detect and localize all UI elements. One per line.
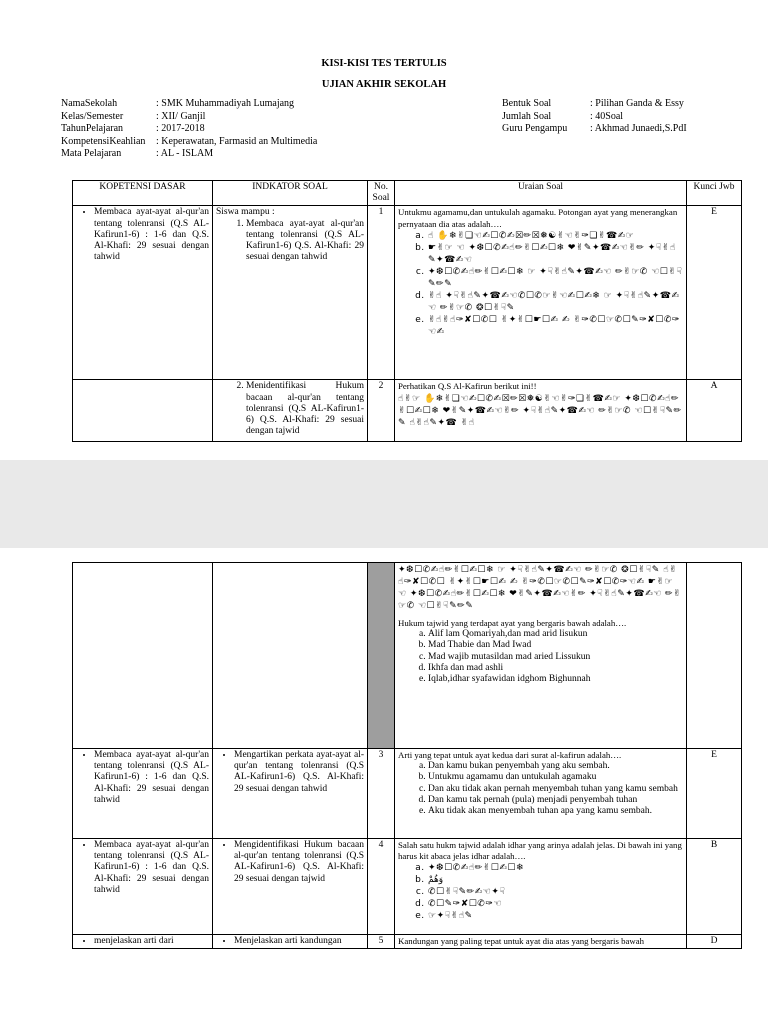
table-row [73,563,742,749]
value-nama-sekolah: : SMK Muhammadiyah Lumajang [156,98,295,109]
cell-no-shaded [368,563,395,749]
col-kompetensi-dasar: KOPETENSI DASAR [73,181,213,206]
label-guru: Guru Pengampu [502,123,568,134]
label-kompetensi: KompetensiKeahlian [61,135,146,147]
kunci-jawaban: A [687,380,742,442]
cell-kd-empty [73,380,213,442]
arabic-verse: ☝✌☞ ✋❄✌❏☜✍☐✆✍☒✏☒❅☯✌☜✌✑❏✌☎✍☞ ✦❆☐✆✍☝✏✌☐✍☐❄ ❤✌✎✦☎✍☜✌✏ ✦☟✌☝✎✦☎✍☜ ✏✌☞✆ ☜☐✌☟✎✏✎ ☝✌☝✎✦☎ ✌☝ [398,393,682,428]
cell-indikator [213,380,368,442]
kd-text: • Membaca ayat-ayat al-qur'an tentang tolenransi (Q.S AL-Kafirun1-6) : 1-6 dan Q.S. Al-Khafi: 29 sesuai dengan tahwid [94,840,209,896]
table-header-row [73,181,742,206]
label-kelas: Kelas/Semester [61,110,124,122]
label-jumlah-soal: Jumlah Soal [502,110,552,122]
indikator-text: • Menjelaskan arti kandungan [234,936,364,947]
question-text: Arti yang tepat untuk ayat kedua dari surat al-kafirun adalah…. [398,750,622,760]
doc-subtitle: UJIAN AKHIR SEKOLAH [321,79,447,90]
option-e: e. ☞✦☟✌☝✎ [428,910,683,922]
indikator-text: • Mengidentifikasi Hukum bacaan al-qur'an tentang tolenransi (Q.S AL-Kafirun1-6) Q.S. Al-Khafi: 29 sesuai dengan tajwid [234,840,364,885]
kd-text: • Membaca ayat-ayat al-qur'an tentang tolenransi (Q.S AL-Kafirun1-6) : 1-6 dan Q.S. Al-Khafi: 29 sesuai dengan tahwid [94,207,209,263]
no-soal: 2 [368,380,395,442]
col-uraian-soal: Uraian Soal [395,181,687,206]
option-e: e. Aku tidak akan menyembah tuhan apa yang kamu sembah. [428,806,683,817]
option-e: e. ✌☝✌☝✑✘☐✆☐ ✌✦✌☐☛☐✍ ✍ ✌✑✆☐☞✆☐✎✑✘☐✆✑☜✍ [428,314,683,338]
cell-indikator [213,839,368,935]
kunci-jawaban: E [687,749,742,839]
value-kompetensi: : Keperawatan, Farmasid an Multimedia [156,135,318,147]
no-soal: 5 [368,935,395,949]
header-left [61,98,317,161]
question-text: Salah satu hukm tajwid adalah idhar yang arinya adalah jelas. Di bawah ini yang harus kit abaca jelas idhar adalah…. [398,840,682,862]
kunci-jawaban: E [687,206,742,380]
option-c: c. Mad wajib mutasildan mad aried Lissukun [428,652,683,663]
option-a: a. Alif lam Qomariyah,dan mad arid lisukun [428,629,683,640]
header-right [502,98,687,136]
value-bentuk-soal: : Pilihan Ganda & Essy [590,98,684,109]
value-guru: : Akhmad Junaedi,S.PdI [590,123,687,134]
arabic-verse: ✦❆☐✆✍☝✏✌☐✍☐❄ ☞ ✦☟✌☝✎✦☎✍☜ ✏✌☞✆ ❂☐✌☟✎ ☝✌☝✑✘☐✆☐ ✌✦✌☐☛☐✍ ✍ ✌✑✆☐☞✆☐✎✑✘☐✆✑☜✍ ☛✌☞ ☜ ✦❆☐✆✍☝✏✌☐✍☐❄ ❤✌✎✦☎✍☜✌✏ ✦☟✌☝✎✦☎✍☜ ✏✌☞✆ ☜☐✌☟✎✏✎ [398,565,682,611]
no-soal: 1 [368,206,395,380]
cell-indikator [213,935,368,949]
col-kunci: Kunci Jwb [687,181,742,206]
indikator-text: • Mengartikan perkata ayat-ayat al-qur'an tentang tolenransi (Q.S AL-Kafirun1-6) Q.S. Al-Khafi: 29 sesuai dengan tahwid [234,750,364,795]
label-bentuk-soal: Bentuk Soal [502,98,552,109]
option-d: d. ✆☐✎✑✘☐✆✑☜ [428,898,683,910]
table-row [73,839,742,935]
label-nama-sekolah: NamaSekolah [61,98,118,109]
option-c: c. ✦❆☐✆✍☝✏✌☐✍☐❄ ☞ ✦☟✌☝✎✦☎✍☜ ✏✌☞✆ ☜☐✌☟✎✏✎ [428,266,683,290]
value-mapel: : AL - ISLAM [156,148,214,159]
doc-title: KISI-KISI TES TERTULIS [321,58,447,69]
table-row [73,935,742,949]
kunci-jawaban: D [687,935,742,949]
option-b: b. وَهُمْ [428,874,683,886]
option-a: a. ✦❆☐✆✍☝✏✌☐✍☐❄ [428,862,683,874]
option-d: d. Dan kamu tak pernah (pula) menjadi penyembah tuhan [428,795,683,806]
value-jumlah-soal: : 40Soal [590,110,624,122]
option-c: c. Dan aku tidak akan pernah menyembah tuhan yang kamu sembah [428,784,683,795]
question-text: Perhatikan Q.S Al-Kafirun berikut ini!! [398,381,537,392]
no-soal: 3 [368,749,395,839]
option-a: a. Dan kamu bukan penyembah yang aku sembah. [428,761,683,772]
cell-kd-empty [73,563,213,749]
kd-text: • Membaca ayat-ayat al-qur'an tentang tolenransi (Q.S AL-Kafirun1-6) : 1-6 dan Q.S. Al-Khafi: 29 sesuai dengan tahwid [94,750,209,806]
table-row [73,380,742,442]
cell-indikator-empty [213,563,368,749]
page-1 [0,0,768,460]
option-d: d. ✌☝ ✦☟✌☝✎✦☎✍☜✆☐✆☞✌☜✍☐✍❄ ☞ ✦☟✌☝✎✦☎✍☜ ✏✌☞✆ ❂☐✌☟✎ [428,290,683,314]
question-text: Kandungan yang paling tepat untuk ayat dia atas yang bergaris bawah [395,935,687,949]
cell-kd [73,839,213,935]
kd-text: • menjelaskan arti dari [94,936,209,947]
kisi-table-page1 [72,180,742,442]
cell-kd [73,749,213,839]
cell-uraian [395,563,687,749]
table-row [73,749,742,839]
cell-kunci-empty [687,563,742,749]
option-b: b. Mad Thabie dan Mad Iwad [428,640,683,651]
label-mapel: Mata Pelajaran [61,148,122,159]
cell-indikator [213,749,368,839]
option-c: c. ✆☐✌☟✎✏✍☜✦☟ [428,886,683,898]
no-soal: 4 [368,839,395,935]
page-2 [0,548,768,1024]
option-b: b. ☛✌☞ ☜ ✦❆☐✆✍☝✏✌☐✍☐❄ ❤✌✎✦☎✍☜✌✏ ✦☟✌☝✎✦☎✍☜ [428,242,683,266]
option-a: a. ☝ ✋❄✌❏☜✍☐✆✍☒✏☒❅☯✌☜✌✑❏✌☎✍☞ [428,230,683,242]
cell-uraian [395,206,687,380]
option-b: b. Untukmu agamamu dan untukulah agamaku [428,772,683,783]
table-row [73,206,742,380]
cell-kd [73,935,213,949]
cell-kd [73,206,213,380]
cell-uraian [395,839,687,935]
indikator-text: 1. Membaca ayat-ayat al-qur'an tentang tolenransi (Q.S AL-Kafirun1-6) Q.S. Al-Khafi: 29 sesuai dengan tahwid [246,219,364,264]
label-tahun: TahunPelajaran [61,123,124,134]
option-d: d. Ikhfa dan mad ashli [428,663,683,674]
value-kelas: : XII/ Ganjil [156,110,206,122]
question-text: Hukum tajwid yang terdapat ayat yang bergaris bawah adalah…. [398,618,627,628]
kunci-jawaban: B [687,839,742,935]
option-e: e. Iqlab,idhar syafawidan idghom Bighunnah [428,674,683,685]
value-tahun: : 2017-2018 [156,123,205,134]
question-text: Untukmu agamamu,dan untukulah agamaku. Potongan ayat yang menerangkan pernyataan dia atas adalah…. [398,207,678,229]
cell-uraian [395,380,687,442]
indikator-intro: Siswa mampu : [216,207,275,218]
indikator-text: 2. Menidentifikasi Hukum bacaan al-qur'an tentang tolenransi (Q.S AL-Kafirun1-6) Q.S. Al-Khafi: 29 sesuai dengan tajwid [246,381,364,437]
col-indikator-soal: INDKATOR SOAL [213,181,368,206]
cell-indikator [213,206,368,380]
col-no-soal: No. Soal [368,181,395,206]
kisi-table-page2 [72,562,742,949]
cell-uraian [395,749,687,839]
